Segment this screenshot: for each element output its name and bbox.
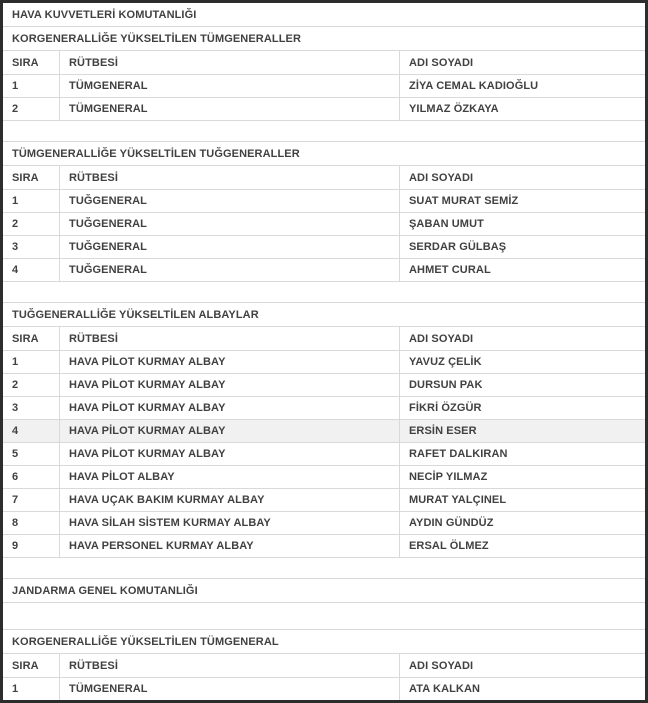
table-row (3, 678, 645, 700)
column-header-rutbesi: RÜTBESİ (60, 654, 400, 677)
cell-sira: 8 (3, 512, 60, 534)
table-row (3, 443, 645, 466)
cell-adi-soyadi: ERSAL ÖLMEZ (409, 540, 489, 552)
cell-rutbesi: HAVA PİLOT KURMAY ALBAY (60, 374, 400, 396)
column-header-sira: SIRA (3, 51, 60, 74)
table-header-row (3, 327, 645, 351)
cell-sira: 1 (3, 678, 60, 700)
cell-sira: 1 (3, 351, 60, 373)
cell-sira: 7 (3, 489, 60, 511)
table-row (3, 236, 645, 259)
cell-rutbesi: HAVA PİLOT KURMAY ALBAY (60, 351, 400, 373)
table-row (3, 190, 645, 213)
cell-adi-soyadi: AHMET CURAL (409, 264, 491, 276)
section-spacer (3, 282, 645, 303)
cell-rutbesi: TÜMGENERAL (60, 75, 400, 97)
column-header-sira: SIRA (3, 327, 60, 350)
cell-sira: 3 (3, 397, 60, 419)
cell-rutbesi: HAVA PERSONEL KURMAY ALBAY (60, 535, 400, 557)
table-row (3, 420, 645, 443)
cell-rutbesi: HAVA PİLOT KURMAY ALBAY (60, 443, 400, 465)
command-section-header (3, 579, 645, 603)
cell-sira: 6 (3, 466, 60, 488)
column-header-sira: SIRA (3, 654, 60, 677)
table-section-header (3, 303, 645, 327)
cell-adi-soyadi: MURAT YALÇINEL (409, 494, 507, 506)
cell-adi-soyadi: NECİP YILMAZ (409, 471, 488, 483)
cell-sira: 4 (3, 420, 60, 442)
cell-sira: 2 (3, 213, 60, 235)
table-header-row (3, 654, 645, 678)
cell-rutbesi: TUĞGENERAL (60, 213, 400, 235)
cell-adi-soyadi: FİKRİ ÖZGÜR (409, 402, 482, 414)
cell-sira: 4 (3, 259, 60, 281)
cell-sira: 2 (3, 374, 60, 396)
cell-rutbesi: HAVA PİLOT ALBAY (60, 466, 400, 488)
cell-rutbesi: HAVA UÇAK BAKIM KURMAY ALBAY (60, 489, 400, 511)
table-row (3, 351, 645, 374)
cell-sira: 1 (3, 190, 60, 212)
cell-adi-soyadi: DURSUN PAK (409, 379, 483, 391)
cell-sira: 5 (3, 443, 60, 465)
table-section-title: TÜMGENERALLİĞE YÜKSELTİLEN TUĞGENERALLER (12, 147, 300, 160)
cell-adi-soyadi: ATA KALKAN (409, 683, 481, 695)
cell-rutbesi: TÜMGENERAL (60, 678, 400, 700)
cell-adi-soyadi: YAVUZ ÇELİK (409, 356, 482, 368)
column-header-rutbesi: RÜTBESİ (60, 51, 400, 74)
table-row (3, 259, 645, 282)
cell-rutbesi: TUĞGENERAL (60, 190, 400, 212)
table-row (3, 512, 645, 535)
cell-adi-soyadi: ZİYA CEMAL KADIOĞLU (409, 80, 539, 92)
cell-adi-soyadi: YILMAZ ÖZKAYA (409, 103, 499, 115)
command-section-title: HAVA KUVVETLERİ KOMUTANLIĞI (12, 8, 197, 21)
cell-adi-soyadi: RAFET DALKIRAN (409, 448, 508, 460)
section-spacer (3, 603, 645, 630)
cell-sira: 2 (3, 98, 60, 120)
table-row (3, 535, 645, 558)
table-section-title: KORGENERALLİĞE YÜKSELTİLEN TÜMGENERALLER (12, 32, 301, 45)
table-row (3, 75, 645, 98)
cell-rutbesi: HAVA PİLOT KURMAY ALBAY (60, 420, 400, 442)
cell-rutbesi: TUĞGENERAL (60, 236, 400, 258)
table-section-header (3, 142, 645, 166)
cell-rutbesi: HAVA PİLOT KURMAY ALBAY (60, 397, 400, 419)
cell-adi-soyadi: ERSİN ESER (409, 425, 477, 437)
cell-sira: 3 (3, 236, 60, 258)
cell-sira: 1 (3, 75, 60, 97)
column-header-adi-soyadi: ADI SOYADI (409, 332, 474, 345)
table-section-header (3, 630, 645, 654)
column-header-adi-soyadi: ADI SOYADI (409, 171, 474, 184)
table-section-title: KORGENERALLİĞE YÜKSELTİLEN TÜMGENERAL (12, 635, 279, 648)
column-header-adi-soyadi: ADI SOYADI (409, 659, 474, 672)
column-header-rutbesi: RÜTBESİ (60, 166, 400, 189)
cell-adi-soyadi: SUAT MURAT SEMİZ (409, 195, 519, 207)
command-section-title: JANDARMA GENEL KOMUTANLIĞI (12, 584, 198, 597)
cell-adi-soyadi: ŞABAN UMUT (409, 218, 484, 230)
section-spacer (3, 121, 645, 142)
table-row (3, 489, 645, 512)
column-header-sira: SIRA (3, 166, 60, 189)
cell-rutbesi: HAVA SİLAH SİSTEM KURMAY ALBAY (60, 512, 400, 534)
table-row (3, 466, 645, 489)
cell-rutbesi: TUĞGENERAL (60, 259, 400, 281)
cell-adi-soyadi: AYDIN GÜNDÜZ (409, 517, 494, 529)
table-row (3, 374, 645, 397)
table-row (3, 98, 645, 121)
table-section-title: TUĞGENERALLİĞE YÜKSELTİLEN ALBAYLAR (12, 308, 259, 321)
command-section-header (3, 3, 645, 27)
table-row (3, 213, 645, 236)
cell-sira: 9 (3, 535, 60, 557)
column-header-rutbesi: RÜTBESİ (60, 327, 400, 350)
table-row (3, 397, 645, 420)
cell-rutbesi: TÜMGENERAL (60, 98, 400, 120)
section-spacer (3, 558, 645, 579)
cell-adi-soyadi: SERDAR GÜLBAŞ (409, 241, 507, 253)
table-header-row (3, 51, 645, 75)
table-section-header (3, 27, 645, 51)
table-header-row (3, 166, 645, 190)
column-header-adi-soyadi: ADI SOYADI (409, 56, 474, 69)
